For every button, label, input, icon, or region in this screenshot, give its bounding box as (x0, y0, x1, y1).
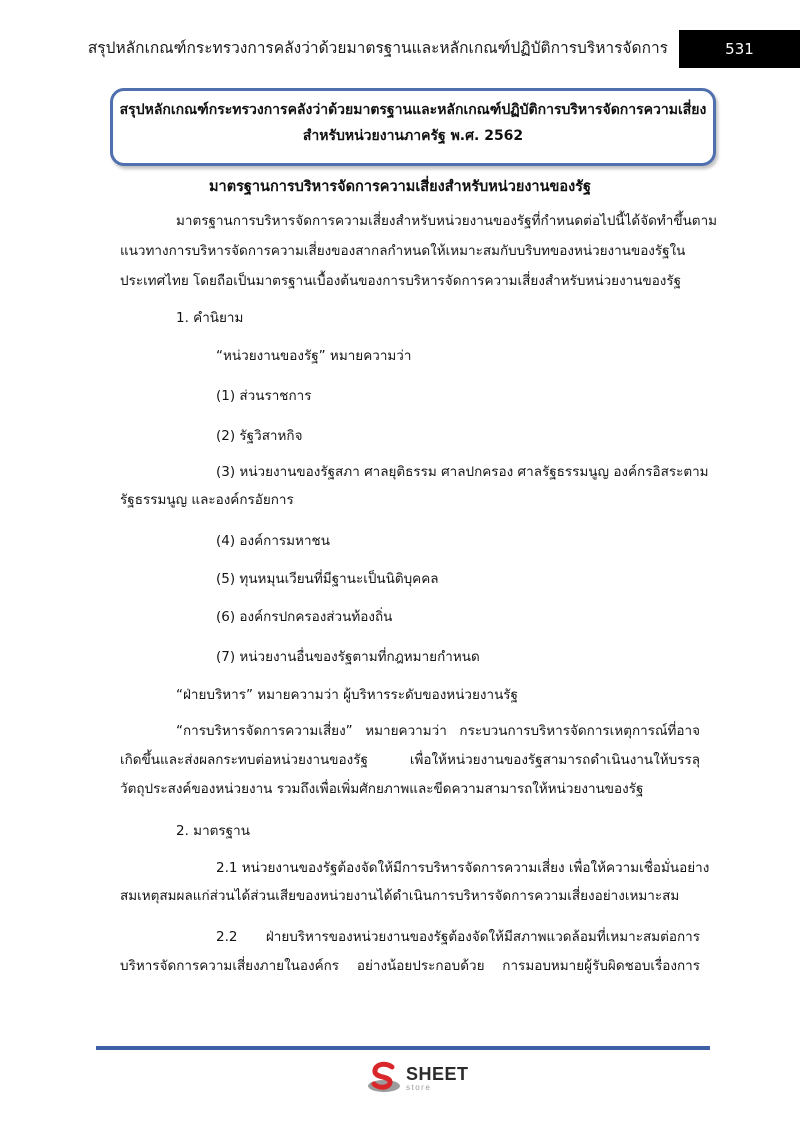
risk-definition-line-1: “การบริหารจัดการความเสี่ยง” หมายความว่า กระบวนการบริหารจัดการเหตุการณ์ที่อาจ (176, 723, 700, 739)
section-heading: มาตรฐานการบริหารจัดการความเสี่ยงสำหรับหน่วยงานของรัฐ (209, 179, 591, 195)
footer-rule (96, 1046, 710, 1050)
agency-item-4: (4) องค์การมหาชน (216, 533, 330, 549)
title-line-2: สำหรับหน่วยงานภาครัฐ พ.ศ. 2562 (302, 128, 524, 144)
standard-2-2-line-2: บริหารจัดการความเสี่ยงภายในองค์กร อย่างน้อยประกอบด้วย การมอบหมายผู้รับผิดชอบเรื่องการ (120, 958, 700, 974)
agency-item-1: (1) ส่วนราชการ (216, 388, 312, 404)
standard-2-1-line-1: 2.1 หน่วยงานของรัฐต้องจัดให้มีการบริหารจัดการความเสี่ยง เพื่อให้ความเชื่อมั่นอย่าง (216, 860, 710, 876)
standard-2-2-line-1: 2.2 ฝ่ายบริหารของหน่วยงานของรัฐต้องจัดให้มีสภาพแวดล้อมที่เหมาะสมต่อการ (216, 929, 700, 945)
title-line-1: สรุปหลักเกณฑ์กระทรวงการคลังว่าด้วยมาตรฐานและหลักเกณฑ์ปฏิบัติการบริหารจัดการความเสี่ยง (119, 102, 707, 118)
standards-heading: 2. มาตรฐาน (176, 823, 250, 839)
page-number: 531 (679, 30, 800, 68)
definitions-heading: 1. คำนิยาม (176, 310, 244, 326)
sheet-store-logo-icon (366, 1061, 402, 1095)
running-header-title: สรุปหลักเกณฑ์กระทรวงการคลังว่าด้วยมาตรฐานและหลักเกณฑ์ปฏิบัติการบริหารจัดการ (87, 39, 668, 57)
logo-word: SHEET (406, 1063, 469, 1084)
agency-item-3: (3) หน่วยงานของรัฐสภา ศาลยุติธรรม ศาลปกครอง ศาลรัฐธรรมนูญ องค์กรอิสระตาม (216, 464, 709, 480)
logo-subtext: store (406, 1082, 432, 1092)
agency-item-5: (5) ทุนหมุนเวียนที่มีฐานะเป็นนิติบุคคล (216, 571, 439, 587)
agency-item-7: (7) หน่วยงานอื่นของรัฐตามที่กฎหมายกำหนด (216, 649, 480, 665)
standard-2-1-line-2: สมเหตุสมผลแก่ส่วนได้ส่วนเสียของหน่วยงานได้ดำเนินการบริหารจัดการความเสี่ยงอย่างเหมาะสม (120, 888, 680, 904)
intro-line-1: มาตรฐานการบริหารจัดการความเสี่ยงสำหรับหน่วยงานของรัฐที่กำหนดต่อไปนี้ได้จัดทำขึ้นตาม (176, 213, 718, 229)
intro-line-3: ประเทศไทย โดยถือเป็นมาตรฐานเบื้องต้นของการบริหารจัดการความเสี่ยงสำหรับหน่วยงานของรัฐ (120, 273, 682, 289)
risk-definition-line-3: วัตถุประสงค์ของหน่วยงาน รวมถึงเพื่อเพิ่มศักยภาพและขีดความสามารถให้หน่วยงานของรัฐ (120, 781, 644, 797)
agency-definition: “หน่วยงานของรัฐ” หมายความว่า (216, 348, 412, 364)
agency-item-3-cont: รัฐธรรมนูญ และองค์กรอัยการ (120, 492, 294, 508)
risk-definition-line-2: เกิดขึ้นและส่งผลกระทบต่อหน่วยงานของรัฐ เพื่อให้หน่วยงานของรัฐสามารถดำเนินงานให้บรรลุ (120, 752, 700, 768)
sheet-store-logo (366, 1061, 469, 1095)
title-box (110, 88, 716, 166)
agency-item-6: (6) องค์กรปกครองส่วนท้องถิ่น (216, 609, 393, 625)
executive-definition: “ฝ่ายบริหาร” หมายความว่า ผู้บริหารระดับของหน่วยงานรัฐ (176, 687, 519, 703)
agency-item-2: (2) รัฐวิสาหกิจ (216, 428, 303, 444)
intro-line-2: แนวทางการบริหารจัดการความเสี่ยงของสากลกำหนดให้เหมาะสมกับบริบทของหน่วยงานของรัฐใน (120, 243, 686, 259)
